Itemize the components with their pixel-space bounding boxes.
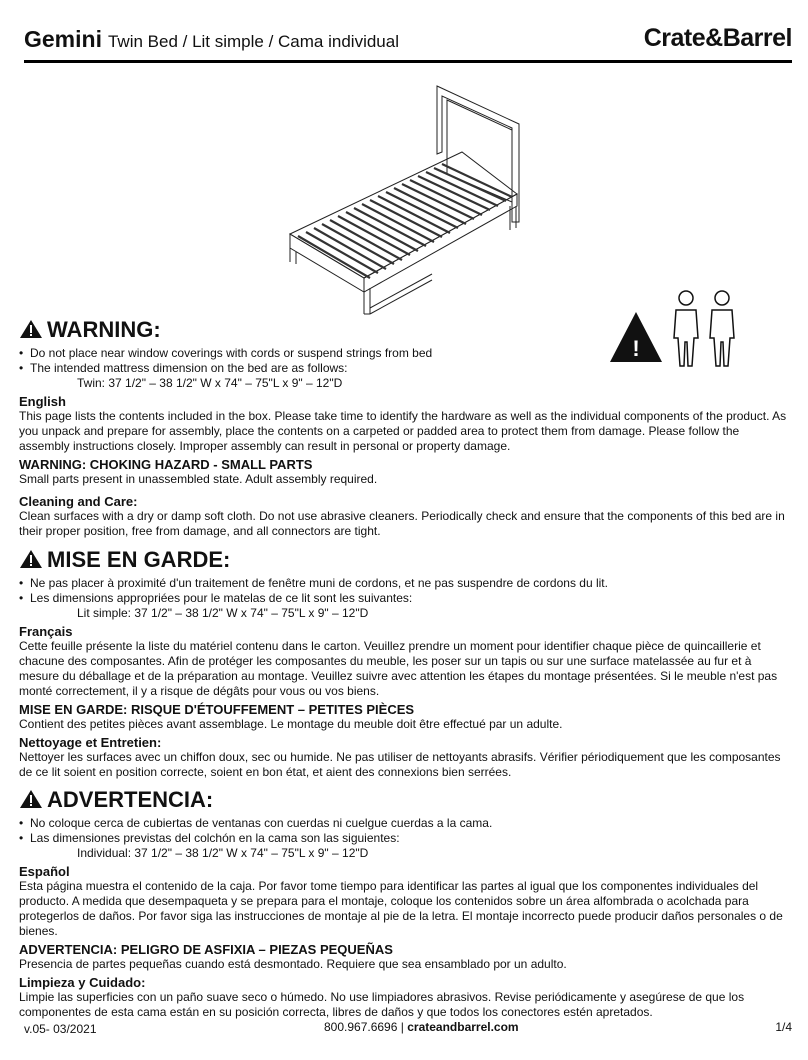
list-item: • Do not place near window coverings with cords or suspend strings from bed [19, 346, 789, 361]
warning-triangle-icon [19, 549, 43, 569]
care-heading-es: Limpieza y Cuidado: [19, 975, 146, 990]
bed-illustration [282, 82, 532, 320]
phone-number: 800.967.6696 [324, 1020, 398, 1034]
mattress-dimensions-fr: Lit simple: 37 1/2" – 38 1/2" W x 74" – 75"L x 9" – 12"D [77, 606, 369, 620]
document-header [24, 26, 792, 56]
care-heading-en: Cleaning and Care: [19, 494, 138, 509]
header-divider [24, 60, 792, 63]
product-subtitle: Twin Bed / Lit simple / Cama individual [107, 32, 399, 51]
choking-heading-en: WARNING: CHOKING HAZARD - SMALL PARTS [19, 457, 313, 472]
care-text-es: Limpie las superficies con un paño suave seco o húmedo. No use limpiadores abrasivos. Revise periódicamente y asegúrese de que los componentes de esta cama están en su posición correcta, libres de daños y que todos los conectores estén apretados. [19, 990, 745, 1019]
choking-text-fr: Contient des petites pièces avant assemblage. Le montage du meuble doit être effectué par un adulte. [19, 717, 563, 731]
footer-separator: | [400, 1020, 404, 1034]
section-french [19, 546, 789, 780]
care-text-fr: Nettoyer les surfaces avec un chiffon doux, sec ou humide. Ne pas utiliser de nettoyants abrasifs. Vérifier périodiquement que les composantes de ce lit soient en position correcte, soient en bon état, et aient des connexions bien serrées. [19, 750, 781, 779]
section-english [19, 316, 789, 539]
list-item: • Ne pas placer à proximité d'un traitement de fenêtre muni de cordons, et ne pas suspendre de cordons du lit. [19, 576, 789, 591]
choking-heading-es: ADVERTENCIA: PELIGRO DE ASFIXIA – PIEZAS PEQUEÑAS [19, 942, 393, 957]
svg-text:!: ! [632, 336, 640, 361]
warning-heading-en: WARNING: [19, 316, 789, 342]
list-item: • Les dimensions appropriées pour le matelas de ce lit sont les suivantes: [19, 591, 789, 606]
language-label-es: Español [19, 864, 70, 879]
contact-info [324, 1020, 519, 1034]
version-date: v.05- 03/2021 [24, 1022, 97, 1036]
warning-heading-fr: MISE EN GARDE: [19, 546, 789, 572]
list-item: • Las dimensiones previstas del colchón en la cama son las siguientes: [19, 831, 789, 846]
bullet-list-fr [19, 576, 789, 606]
care-heading-fr: Nettoyage et Entretien: [19, 735, 162, 750]
choking-heading-fr: MISE EN GARDE: RISQUE D'ÉTOUFFEMENT – PETITES PIÈCES [19, 702, 415, 717]
mattress-dimensions-es: Individual: 37 1/2" – 38 1/2" W x 74" – 75"L x 9" – 12"D [77, 846, 369, 860]
page-number: 1/4 [775, 1020, 792, 1034]
warning-triangle-icon [19, 789, 43, 809]
list-item: • No coloque cerca de cubiertas de ventanas con cuerdas ni cuelgue cuerdas a la cama. [19, 816, 789, 831]
intro-text-en: This page lists the contents included in the box. Please take time to identify the hardware as well as the individual components of the product. As you unpack and prepare for assembly, place the contents on a carpeted or padded area to protect them from damage. Please follow the assembly instructions closely. Improper assembly can result in personal or property damage. [19, 409, 787, 453]
brand-logo: Crate&Barrel [643, 24, 792, 52]
intro-text-fr: Cette feuille présente la liste du matériel contenu dans le carton. Veuillez prendre un moment pour identifier chaque pièce de quincaillerie et chacune des composantes. Afin de protéger les composantes du meuble, les poser sur un tapis ou sur une surface matelassée au fur et à mesure du déballage et de la préparation au montage. Veuillez suivre avec attention les étapes du montage présentées. Si le meuble n'est pas monté correctement, il y a risque de dégâts pour vous ou vos biens. [19, 639, 778, 698]
document-footer [24, 1020, 792, 1038]
warning-heading-es: ADVERTENCIA: [19, 786, 789, 812]
bullet-list-en [19, 346, 789, 376]
language-label-en: English [19, 394, 66, 409]
choking-text-en: Small parts present in unassembled state. Adult assembly required. [19, 472, 378, 486]
bullet-list-es [19, 816, 789, 846]
mattress-dimensions-en: Twin: 37 1/2" – 38 1/2" W x 74" – 75"L x 9" – 12"D [77, 376, 343, 390]
product-title: Gemini [24, 26, 102, 52]
section-spanish [19, 786, 789, 1020]
warning-triangle-icon [19, 319, 43, 339]
intro-text-es: Esta página muestra el contenido de la caja. Por favor tome tiempo para identificar las partes al igual que los componentes individuales del producto. A medida que desempaqueta y se prepara para el montaje, coloque los contenidos sobre un área alfombrada o acolchada para protegerlos de daños. Por favor siga las instrucciones de montaje al pie de la letra. El montaje incorrecto puede producir daños personales o de bienes. [19, 879, 783, 938]
care-text-en: Clean surfaces with a dry or damp soft cloth. Do not use abrasive cleaners. Periodically check and ensure that the components of this bed are in their proper position, free from damage, and all connectors are tight. [19, 509, 785, 538]
language-label-fr: Français [19, 624, 73, 639]
website-link[interactable]: crateandbarrel.com [407, 1020, 519, 1034]
list-item: • The intended mattress dimension on the bed are as follows: [19, 361, 789, 376]
choking-text-es: Presencia de partes pequeñas cuando está desmontado. Requiere que sea ensamblado por un adulto. [19, 957, 567, 971]
